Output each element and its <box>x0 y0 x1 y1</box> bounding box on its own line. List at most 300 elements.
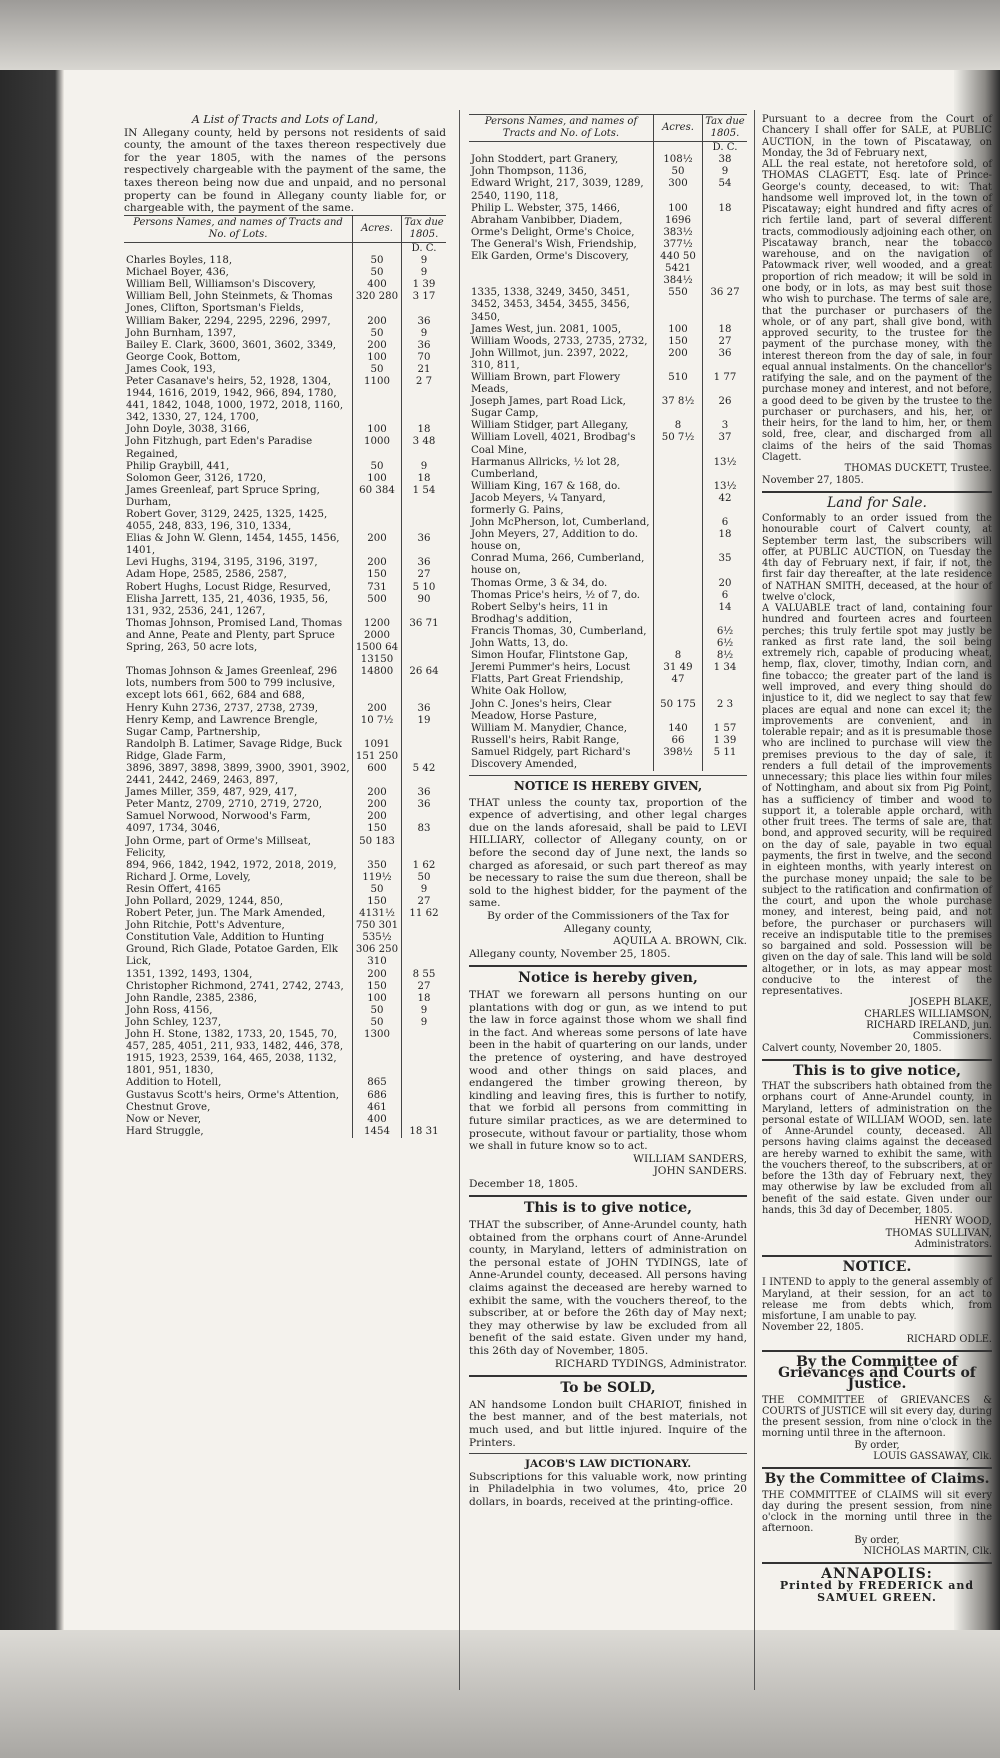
tract-tax-cell: 83 <box>402 823 447 835</box>
tract-name-cell: Jeremi Pummer's heirs, Locust Flatts, Part Great Friendship, White Oak Hollow, <box>471 662 630 698</box>
tract-tax-cell: 3 48 <box>402 436 447 460</box>
tract-name-cell: Elias & John W. Glenn, 1454, 1455, 1456, 1401, <box>126 533 340 557</box>
table-row <box>124 424 446 436</box>
table-row <box>124 836 446 860</box>
tract-tax-cell: 14 <box>703 602 748 626</box>
claims-order: By order, <box>854 1534 900 1546</box>
grievances-body: THE COMMITTEE of GRIEVANCES & COURTS of JUSTICE will sit every day, during the present session, from nine o'clock in the morning until three in the afternoon. <box>762 1394 992 1440</box>
tract-name-cell: 1351, 1392, 1493, 1304, <box>126 968 253 980</box>
tract-acres-cell: 1000 <box>353 436 402 460</box>
tract-name-cell: Charles Boyles, 118, <box>126 255 233 267</box>
tract-name-cell: Samuel Norwood, Norwood's Farm, <box>126 811 311 823</box>
tract-acres-cell: 1300 <box>353 1029 402 1077</box>
hunting-notice-signature-2: JOHN SANDERS. <box>653 1165 747 1178</box>
tract-tax-cell: 70 <box>402 352 447 364</box>
tract-tax-cell: 5 42 <box>402 763 447 787</box>
tract-tax-cell: 36 <box>402 799 447 811</box>
tract-tax-cell: 35 <box>703 553 748 577</box>
tract-name-cell: John Pollard, 2029, 1244, 850, <box>126 896 284 907</box>
table-row <box>124 981 446 993</box>
tract-name-cell: Francis Thomas, 30, Cumberland, <box>471 625 647 637</box>
column-header-tax: Tax due 1805. <box>402 215 447 242</box>
tract-acres-cell: 14800 <box>353 666 402 702</box>
tract-name-cell: Thomas Johnson & James Greenleaf, 296 lots, numbers from 500 to 799 inclusive, except lots 661, 662, 684 and 688, <box>126 666 338 702</box>
tract-tax-cell: 18 <box>703 203 748 215</box>
tract-acres-cell <box>654 638 703 650</box>
tract-tax-cell: 13½ <box>703 481 748 493</box>
tract-name-cell: William Stidger, part Allegany, <box>471 420 629 432</box>
table-row <box>469 432 747 456</box>
column-rule <box>754 110 755 1690</box>
tracts-intro: IN Allegany county, held by persons not residents of said county, the amount of the taxes thereon respectively due for the year 1805, with the names of the persons respectively chargeable with the payment of the same, the taxes thereon being now due and unpaid, and no personal property can be found in Allegany county liable for, or chargeable with, the payment of the same. <box>124 126 446 215</box>
tract-tax-cell: 5 11 <box>703 747 748 771</box>
table-row <box>469 420 747 432</box>
tract-acres-cell: 50 <box>353 328 402 340</box>
tract-name-cell: Conrad Muma, 266, Cumberland, house on, <box>471 553 645 577</box>
tract-acres-cell: 461 <box>353 1102 402 1114</box>
table-row <box>469 287 747 323</box>
tract-acres-cell: 150 <box>353 569 402 581</box>
tract-name-cell: George Cook, Bottom, <box>126 351 241 363</box>
tract-acres-cell: 686 <box>353 1090 402 1102</box>
tract-acres-cell: 200 <box>353 316 402 328</box>
tract-tax-cell: 38 <box>703 154 748 166</box>
imprint-place: ANNAPOLIS: <box>821 1566 933 1583</box>
tract-tax-cell: 6 <box>703 590 748 602</box>
tract-name-cell: Philip L. Webster, 375, 1466, <box>471 202 621 214</box>
hunting-notice-title: Notice is hereby given, <box>518 970 698 987</box>
tract-name-cell: William Woods, 2733, 2735, 2732, <box>471 335 648 347</box>
tracts-table-left <box>124 215 446 1138</box>
table-row <box>469 626 747 638</box>
table-row <box>124 1017 446 1029</box>
tract-acres-cell: 400 <box>353 279 402 291</box>
tract-name-cell: Peter Mantz, 2709, 2710, 2719, 2720, <box>126 799 323 811</box>
table-row <box>124 473 446 485</box>
tract-tax-cell: 90 <box>402 594 447 618</box>
table-row <box>124 1090 446 1102</box>
table-row <box>124 485 446 509</box>
tract-acres-cell: 108½ <box>654 154 703 166</box>
column-header-names: Persons Names, and names of Tracts and No. of Lots. <box>469 115 654 142</box>
table-row <box>469 154 747 166</box>
right-column <box>762 114 992 1603</box>
tract-acres-cell: 100 <box>353 993 402 1005</box>
table-row <box>124 823 446 835</box>
land-sale-title: Land for Sale. <box>827 494 927 511</box>
tract-acres-cell: 100 <box>654 324 703 336</box>
grievances-signature: LOUIS GASSAWAY, Clk. <box>873 1451 992 1463</box>
odle-notice-title: NOTICE. <box>842 1259 912 1276</box>
tract-tax-cell: 9 <box>402 884 447 896</box>
tract-name-cell: James West, jun. 2081, 1005, <box>471 323 622 335</box>
tract-tax-cell: 9 <box>703 166 748 178</box>
tract-acres-cell: 50 <box>353 267 402 279</box>
tract-acres-cell: 200 <box>353 799 402 811</box>
tract-name-cell: Elisha Jarrett, 135, 21, 4036, 1935, 56, 131, 932, 2536, 241, 1267, <box>126 593 329 617</box>
tract-name-cell: John H. Stone, 1382, 1733, 20, 1545, 70, 457, 285, 4051, 211, 933, 1482, 446, 378, 1915, 1923, 2539, 164, 465, 2038, 1132, 1801, 951, 1830, <box>126 1029 344 1077</box>
tract-acres-cell: 200 <box>353 787 402 799</box>
tract-name-cell: Henry Kemp, and Lawrence Brengle, Sugar Camp, Partnership, <box>126 714 318 738</box>
tract-tax-cell: 18 <box>402 993 447 1005</box>
tract-acres-cell: 50 <box>353 1005 402 1017</box>
tract-tax-cell <box>402 1114 447 1126</box>
tract-tax-cell: 8 55 <box>402 969 447 981</box>
tract-name-cell: 894, 966, 1842, 1942, 1972, 2018, 2019, <box>126 859 337 871</box>
tract-acres-cell <box>654 553 703 577</box>
grievances-order: By order, <box>854 1439 900 1451</box>
tract-acres-cell: 100 <box>353 352 402 364</box>
tract-acres-cell <box>654 493 703 517</box>
tract-name-cell: Peter Casanave's heirs, 52, 1928, 1304, 1944, 1616, 2019, 1942, 966, 894, 1780, 441, 1842, 1048, 1000, 1972, 2018, 1160, 342, 1330, 27, 124, 1700, <box>126 375 344 424</box>
tract-tax-cell <box>703 215 748 288</box>
clagett-sale-date: November 27, 1805. <box>762 474 864 486</box>
tract-name-cell: Robert Peter, jun. The Mark Amended, <box>126 908 326 920</box>
table-row <box>124 376 446 424</box>
tract-tax-cell: 9 <box>402 328 447 340</box>
tract-name-cell: 1335, 1338, 3249, 3450, 3451, 3452, 3453, 3454, 3455, 3456, 3450, <box>471 287 630 323</box>
tract-name-cell: John Meyers, 27, Addition to do. house on, <box>471 529 638 553</box>
tract-tax-cell: 9 <box>402 1005 447 1017</box>
tract-name-cell: John Stoddert, part Granery, <box>471 154 619 166</box>
table-row <box>124 908 446 920</box>
column-header-tax: Tax due 1805. <box>703 115 748 142</box>
tract-name-cell: Christopher Richmond, 2741, 2742, 2743, <box>126 980 344 992</box>
tract-name-cell: John Orme, part of Orme's Millseat, Felicity, <box>126 835 311 859</box>
tract-tax-cell: 26 <box>703 396 748 420</box>
tract-name-cell: John Randle, 2385, 2386, <box>126 992 257 1004</box>
table-row <box>124 799 446 811</box>
table-row <box>469 336 747 348</box>
tract-tax-cell: 36 <box>402 557 447 569</box>
table-row <box>124 1029 446 1077</box>
table-row <box>469 166 747 178</box>
tract-acres-cell: 150 <box>353 823 402 835</box>
table-row <box>469 578 747 590</box>
tract-acres-cell: 50 175 <box>654 699 703 723</box>
wood-notice-signature-1: HENRY WOOD, <box>914 1216 992 1228</box>
tract-acres-cell: 50 <box>353 255 402 267</box>
tract-name-cell: Philip Graybill, 441, <box>126 460 230 472</box>
tract-name-cell: Simon Houfar, Flintstone Gap, <box>471 650 628 662</box>
tract-name-cell: Harmanus Allricks, ½ lot 28, Cumberland, <box>471 456 620 480</box>
table-row <box>124 1077 446 1089</box>
tract-tax-cell <box>402 1102 447 1114</box>
table-row <box>124 364 446 376</box>
tract-name-cell: Solomon Geer, 3126, 1720, <box>126 472 267 484</box>
tract-tax-cell: 2 3 <box>703 699 748 723</box>
tract-acres-cell: 8 <box>654 420 703 432</box>
table-row <box>124 582 446 594</box>
tract-acres-cell: 200 <box>353 533 402 557</box>
tract-tax-cell: 18 <box>703 529 748 553</box>
tract-acres-cell: 200 <box>353 340 402 352</box>
table-row <box>124 618 446 666</box>
tract-acres-cell: 200 <box>654 348 703 372</box>
tract-name-cell: John McPherson, lot, Cumberland, <box>471 517 650 529</box>
tract-tax-cell: 8½ <box>703 650 748 662</box>
tract-tax-cell: 37 <box>703 432 748 456</box>
imprint-line: Printed by FREDERICK and SAMUEL GREEN. <box>779 1579 975 1604</box>
table-row <box>469 590 747 602</box>
tract-name-cell: John Schley, 1237, <box>126 1016 222 1028</box>
tract-acres-cell: 1200 2000 1500 64 13150 <box>353 618 402 666</box>
table-row <box>124 763 446 787</box>
column-header-acres: Acres. <box>353 215 402 242</box>
tax-notice-title: NOTICE IS HEREBY GIVEN, <box>513 779 703 794</box>
tract-acres-cell: 100 <box>353 424 402 436</box>
table-row <box>124 255 446 267</box>
table-row <box>124 328 446 340</box>
table-row <box>124 436 446 460</box>
table-row <box>124 896 446 908</box>
column-header-names: Persons Names, and names of Tracts and No. of Lots. <box>124 215 353 242</box>
table-row <box>124 1005 446 1017</box>
tract-name-cell: Robert Gover, 3129, 2425, 1325, 1425, 4055, 248, 833, 196, 310, 1334, <box>126 509 328 533</box>
tract-name-cell: John Fitzhugh, part Eden's Paradise Regained, <box>126 436 313 460</box>
tract-name-cell: William Bell, Williamson's Discovery, <box>126 279 316 291</box>
table-header-row <box>124 215 446 242</box>
sold-body: AN handsome London built CHARIOT, finished in the best manner, and of the best materials, not much used, and but little injured. Inquire of the Printers. <box>469 1398 747 1449</box>
tracts-list-column <box>124 114 446 1138</box>
tract-acres-cell: 100 <box>353 473 402 485</box>
tract-name-cell: Joseph James, part Road Lick, Sugar Camp, <box>471 396 626 420</box>
scan-top-edge <box>0 0 1000 70</box>
tract-acres-cell: 750 301 535½ 306 250 310 <box>353 920 402 968</box>
tract-tax-cell: 9 <box>402 1017 447 1029</box>
tract-name-cell: Hard Struggle, <box>126 1125 204 1137</box>
land-sale-signature-4: Commissioners. <box>912 1031 992 1043</box>
tax-notice-order: By order of the Commissioners of the Tax for Allegany county, <box>487 910 729 935</box>
tract-tax-cell <box>402 509 447 533</box>
tract-tax-cell: 2 7 <box>402 376 447 424</box>
tract-tax-cell: 27 <box>402 896 447 908</box>
tract-acres-cell: 500 <box>353 594 402 618</box>
tract-acres-cell <box>654 517 703 529</box>
table-row <box>469 553 747 577</box>
tract-acres-cell: 50 <box>353 364 402 376</box>
table-row <box>469 396 747 420</box>
table-row <box>124 811 446 823</box>
tract-name-cell: Michael Boyer, 436, <box>126 267 229 279</box>
table-row <box>124 666 446 702</box>
tydings-notice-title: This is to give notice, <box>523 1200 693 1217</box>
tract-acres-cell: 50 183 <box>353 836 402 860</box>
table-row <box>124 1114 446 1126</box>
tract-acres-cell <box>654 481 703 493</box>
newspaper-sheet <box>64 70 992 1630</box>
odle-notice-body: I INTEND to apply to the general assembly of Maryland, at their session, for an act to release me from debts which, from misfortune, I am unable to pay. <box>762 1277 992 1323</box>
claims-signature: NICHOLAS MARTIN, Clk. <box>863 1545 992 1557</box>
table-row <box>469 662 747 698</box>
tract-tax-cell: 1 62 <box>402 860 447 872</box>
tax-notice-date: Allegany county, November 25, 1805. <box>469 947 671 960</box>
tract-acres-cell: 200 <box>353 557 402 569</box>
tract-acres-cell: 150 <box>654 336 703 348</box>
tract-name-cell: James Cook, 193, <box>126 363 216 375</box>
tract-acres-cell: 1100 <box>353 376 402 424</box>
clagett-sale-intro: Pursuant to a decree from the Court of Chancery I shall offer for SALE, at PUBLIC AUCTION, in the town of Piscataway, on Monday, the 3d of February next, <box>762 114 992 159</box>
tract-acres-cell: 320 280 <box>353 291 402 315</box>
table-row <box>124 557 446 569</box>
table-row <box>124 884 446 896</box>
tract-acres-cell: 150 <box>353 896 402 908</box>
tract-tax-cell: 5 10 <box>402 582 447 594</box>
tract-acres-cell: 510 <box>654 372 703 396</box>
tract-name-cell: Robert Selby's heirs, 11 in Brodhag's addition, <box>471 601 608 625</box>
tract-name-cell: Edward Wright, 217, 3039, 1289, 2540, 1190, 118, <box>471 178 644 202</box>
scan-bottom-edge <box>0 1630 1000 1758</box>
tydings-notice-signature: RICHARD TYDINGS, Administrator. <box>554 1357 747 1370</box>
table-header-row <box>469 115 747 142</box>
tract-tax-cell: 27 <box>703 336 748 348</box>
tract-tax-cell: 27 <box>402 981 447 993</box>
tract-name-cell: Thomas Orme, 3 & 34, do. <box>471 577 608 589</box>
tract-tax-cell: 54 <box>703 178 748 202</box>
tract-name-cell: Addition to Hotell, <box>126 1077 222 1089</box>
tract-acres-cell: 8 <box>654 650 703 662</box>
tract-tax-cell: 13½ <box>703 457 748 481</box>
wood-notice-body: THAT the subscribers hath obtained from the orphans court of Anne-Arundel county, in Maryland, letters of administration on the personal estate of WILLIAM WOOD, sen. late of Anne-Arundel county, deceased. All persons having claims against the deceased are hereby warned to exhibit the same, with the vouchers thereof, to the subscribers, at or before the 13th day of February next, they may otherwise by law be excluded from all benefit of the said estate. Given under our hands, this 3d day of December, 1805. <box>762 1081 992 1216</box>
table-row <box>124 787 446 799</box>
tract-name-cell: William Brown, part Flowery Meads, <box>471 371 621 396</box>
tract-name-cell: Gustavus Scott's heirs, Orme's Attention, <box>126 1089 339 1101</box>
tract-acres-cell: 50 <box>654 166 703 178</box>
tract-name-cell: Samuel Ridgely, part Richard's Discovery Amended, <box>471 746 631 770</box>
tract-tax-cell: 9 <box>402 267 447 279</box>
table-row <box>124 267 446 279</box>
tract-acres-cell <box>654 457 703 481</box>
tract-name-cell: Abraham Vanbibber, Diadem, Orme's Delight, Orme's Choice, The General's Wish, Friendship, Elk Garden, Orme's Discovery, <box>471 214 637 263</box>
tract-tax-cell: 1 54 <box>402 485 447 509</box>
tract-tax-cell: 36 <box>402 340 447 352</box>
tract-tax-cell <box>402 739 447 763</box>
table-row <box>124 993 446 1005</box>
table-row <box>124 594 446 618</box>
tract-name-cell: Thomas Price's heirs, ½ of 7, do. <box>471 589 641 601</box>
tract-name-cell: Robert Hughs, Locust Ridge, Resurved, <box>126 581 331 593</box>
tract-name-cell: William Baker, 2294, 2295, 2296, 2997, <box>126 315 331 327</box>
tract-tax-cell: 36 <box>703 348 748 372</box>
tract-tax-cell: 18 <box>703 324 748 336</box>
tract-tax-cell: 21 <box>402 364 447 376</box>
tract-name-cell: James Greenleaf, part Spruce Spring, Durham, <box>126 484 320 508</box>
land-sale-intro: Conformably to an order issued from the honourable court of Calvert county, at September term last, the subscribers will offer, at PUBLIC AUCTION, on Tuesday the 4th day of February next, if fair, if not, the first fair day thereafter, at the late residence of NATHAN SMITH, deceased, at the hour of twelve o'clock, <box>762 513 992 603</box>
tract-name-cell: Adam Hope, 2585, 2586, 2587, <box>126 569 287 581</box>
table-row <box>124 533 446 557</box>
tract-acres-cell: 1091 151 250 <box>353 739 402 763</box>
grievances-title: By the Committee of Grievances and Courts of Justice. <box>778 1353 976 1393</box>
tract-tax-cell: 27 <box>402 569 447 581</box>
tract-acres-cell: 600 <box>353 763 402 787</box>
table-row <box>124 279 446 291</box>
tract-name-cell: Levi Hughs, 3194, 3195, 3196, 3197, <box>126 557 318 569</box>
tract-acres-cell <box>654 578 703 590</box>
table-row <box>469 457 747 481</box>
tract-name-cell: John Willmot, jun. 2397, 2022, 310, 811, <box>471 347 629 371</box>
tract-tax-cell: 6½ <box>703 638 748 650</box>
tract-acres-cell: 50 <box>353 884 402 896</box>
tract-tax-cell <box>402 836 447 860</box>
tract-acres-cell: 37 8½ <box>654 396 703 420</box>
table-row <box>124 569 446 581</box>
tract-name-cell: Richard J. Orme, Lovely, <box>126 871 251 883</box>
table-row <box>469 747 747 771</box>
tract-name-cell: 3896, 3897, 3898, 3899, 3900, 3901, 3902, 2441, 2442, 2469, 2463, 897, <box>126 762 350 787</box>
table-row <box>124 969 446 981</box>
tract-tax-cell: 3 <box>703 420 748 432</box>
land-sale-body: A VALUABLE tract of land, containing four hundred and fourteen acres and fourteen perches; this truly fertile spot may justly be ranked as first rate land, the soil being extremely rich, capable of producing wheat, hemp, flax, clover, timothy, Indian corn, and fine tobacco; the greater part of the land is well improved, and every thing should do injustice to it, did we neglect to say that few places are equal and none can excel it; the improvements are convenient, and in tolerable repair; and as it is presumable those who are inclined to purchase will view the premises previous to the day of sale, it renders a full detail of the improvements unnecessary; this place lies within four miles of Nottingham, and about six from Pig Point, has a sufficiency of timber and wood to support it, a tolerable apple orchard, with other fruit trees. The terms of sale are, that bond, and approved security, will be required on the day of sale, payable in two equal payments, the first in twelve, and the second in eighteen months, with yearly interest on the purchase money unpaid; the sale to be subject to the ratification and confirmation of the court, and upon the whole purchase money, and interest, being paid, and not before, the purchaser or purchasers will receive an indisputable title to the premises so bargained and sold. Possession will be given on the day of sale. This land will be sold altogether, or in lots, as may appear most conducive to the interest of the representatives. <box>762 603 992 998</box>
tract-acres-cell: 4131½ <box>353 908 402 920</box>
tract-name-cell: William King, 167 & 168, do. <box>471 480 621 492</box>
tract-tax-cell: 36 <box>402 533 447 557</box>
tract-tax-cell: 18 31 <box>402 1126 447 1138</box>
tract-tax-cell: 3 17 <box>402 291 447 315</box>
tydings-notice-body: THAT the subscriber, of Anne-Arundel county, hath obtained from the orphans court of Anne-Arundel county, in Maryland, letters of administration on the personal estate of JOHN TYDINGS, late of Anne-Arundel county, deceased. All persons having claims against the deceased are hereby warned to exhibit the same, with the vouchers thereof, to the subscriber, at or before the 26th day of May next; they may otherwise by law be excluded from all benefit of the said estate. Given under my hand, this 26th day of November, 1805. <box>469 1219 747 1357</box>
table-row <box>469 723 747 735</box>
hunting-notice-body: THAT we forewarn all persons hunting on our plantations with dog or gun, as we intend to put the law in force against those whom we shall find in the fact. And whereas some persons of late have been in the habit of quartering on our lands, under the pretence of oystering, and have destroyed wood and other things on said places, and endangered the timber growing thereon, by kindling and leaving fires, this is further to notify, that we forbid all persons from committing in future similar practices, as we are determined to prosecute, without favour or partiality, those whom we shall in future know so to act. <box>469 988 747 1153</box>
tract-acres-cell: 550 <box>654 287 703 323</box>
tract-tax-cell: 9 <box>402 461 447 473</box>
table-row <box>469 348 747 372</box>
table-row <box>124 316 446 328</box>
tract-tax-cell: 18 <box>402 473 447 485</box>
table-row <box>124 872 446 884</box>
tract-tax-cell <box>402 811 447 823</box>
tract-name-cell: William M. Manydier, Chance, <box>471 722 628 734</box>
tract-tax-cell: 1 39 <box>703 735 748 747</box>
claims-body: THE COMMITTEE of CLAIMS will sit every day during the present session, from nine o'clock in the morning until three in the afternoon. <box>762 1489 992 1535</box>
tract-acres-cell: 350 <box>353 860 402 872</box>
tract-acres-cell: 1696 383½ 377½ 440 50 5421 384½ <box>654 215 703 288</box>
tract-tax-cell: 36 <box>402 703 447 715</box>
tract-name-cell: John C. Jones's heirs, Clear Meadow, Horse Pasture, <box>471 698 612 722</box>
tract-name-cell: John Doyle, 3038, 3166, <box>126 424 250 436</box>
table-row <box>469 215 747 288</box>
tract-name-cell: John Burnham, 1397, <box>126 327 236 339</box>
tract-tax-cell: 42 <box>703 493 748 517</box>
table-row <box>469 324 747 336</box>
tract-acres-cell: 1454 <box>353 1126 402 1138</box>
tract-name-cell: Bailey E. Clark, 3600, 3601, 3602, 3349, <box>126 339 337 351</box>
clagett-sale-signature: THOMAS DUCKETT, Trustee. <box>844 463 992 475</box>
tract-tax-cell: 1 57 <box>703 723 748 735</box>
tract-tax-cell: 20 <box>703 578 748 590</box>
tract-acres-cell: 60 384 <box>353 485 402 509</box>
table-row <box>469 203 747 215</box>
table-row <box>469 699 747 723</box>
tract-tax-cell: 1 34 <box>703 662 748 698</box>
table-row <box>124 1102 446 1114</box>
table-row <box>469 372 747 396</box>
table-row <box>124 461 446 473</box>
tract-name-cell: Chestnut Grove, <box>126 1101 211 1113</box>
table-row <box>124 352 446 364</box>
hunting-notice-signature-1: WILLIAM SANDERS, <box>633 1152 747 1165</box>
tract-acres-cell <box>353 509 402 533</box>
hunting-notice-date: December 18, 1805. <box>469 1177 579 1190</box>
tract-tax-cell: 26 64 <box>402 666 447 702</box>
tract-name-cell: Randolph B. Latimer, Savage Ridge, Buck Ridge, Glade Farm, <box>126 738 342 762</box>
table-row <box>124 703 446 715</box>
tract-name-cell: John Thompson, 1136, <box>471 166 587 178</box>
table-row <box>124 291 446 315</box>
jacob-body: Subscriptions for this valuable work, now printing in Philadelphia in two volumes, 4to, price 20 dollars, in boards, received at the printing-office. <box>469 1470 747 1508</box>
tract-acres-cell: 200 <box>353 969 402 981</box>
tract-name-cell: Henry Kuhn 2736, 2737, 2738, 2739, <box>126 702 319 714</box>
tract-acres-cell: 865 <box>353 1077 402 1089</box>
table-row <box>124 920 446 968</box>
